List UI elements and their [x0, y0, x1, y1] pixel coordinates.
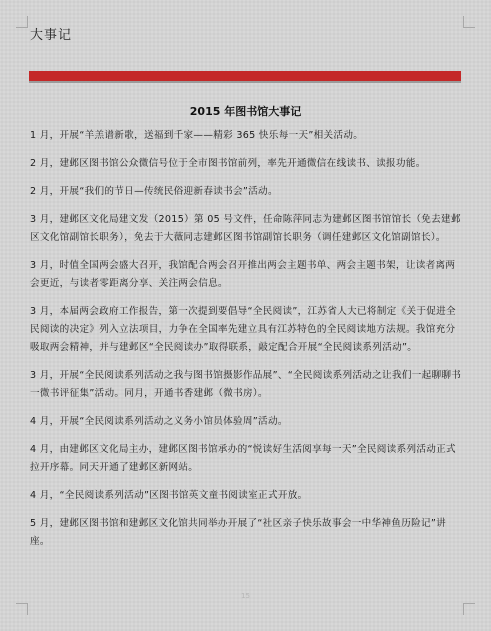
crop-mark-top-left — [16, 16, 28, 28]
document-body — [30, 127, 462, 561]
paragraph: 3 月，时值全国两会盛大召开，我馆配合两会召开推出两会主题书单、两会主题书架，让读者离两会更近，与读者零距离分享、关注两会信息。 — [30, 260, 456, 289]
paragraph: 4 月，开展“全民阅读系列活动之义务小馆员体验周”活动。 — [30, 416, 288, 427]
paragraph: 5 月，建邺区图书馆和建邺区文化馆共同举办开展了“社区亲子快乐故事会一中华神鱼历险记”讲座。 — [30, 518, 447, 547]
crop-mark-bottom-left — [16, 603, 28, 615]
paragraph: 2 月，开展“我们的节日—传统民俗迎新春读书会”活动。 — [30, 186, 278, 197]
page-number: 15 — [241, 592, 250, 600]
document-title: 2015 年图书馆大事记 — [189, 105, 302, 118]
paragraph: 1 月，开展“羊羔谱新歌，送福到千家——精彩 365 快乐每一天”相关活动。 — [30, 130, 364, 141]
crop-mark-bottom-right — [463, 603, 475, 615]
paragraph: 3 月，建邺区文化局建文发（2015）第 05 号文件，任命陈萍同志为建邺区图书馆馆长（免去建邺区文化馆副馆长职务），免去于大薇同志建邺区图书馆副馆长职务（调任建邺区文化馆副馆长）。 — [30, 214, 461, 243]
crop-mark-top-right — [463, 16, 475, 28]
paragraph: 3 月，开展“全民阅读系列活动之我与图书馆摄影作品展”、“全民阅读系列活动之让我们一起聊聊书一微书评征集”活动。同月，开通书香建邺（微书房）。 — [30, 370, 462, 399]
header-divider-bar — [29, 71, 461, 81]
paragraph: 3 月，本届两会政府工作报告，第一次提到要倡导“全民阅读”，江苏省人大已将制定《关于促进全民阅读的决定》列入立法项目，力争在全国率先建立具有江苏特色的全民阅读地方法规。我馆充分吸取两会精神，并与建邺区“全民阅读办”取得联系，敲定配合开展“全民阅读系列活动”。 — [30, 306, 456, 353]
paragraph: 4 月，由建邺区文化局主办，建邺区图书馆承办的“悦读好生活阅享每一天”全民阅读系列活动正式拉开序幕。同天开通了建邺区新网站。 — [30, 444, 456, 473]
paragraph: 2 月，建邺区图书馆公众微信号位于全市图书馆前列，率先开通微信在线读书、读报功能。 — [30, 158, 426, 169]
paragraph: 4 月，“全民阅读系列活动”区图书馆英文童书阅读室正式开放。 — [30, 490, 308, 501]
header-title: 大事记 — [30, 28, 73, 43]
